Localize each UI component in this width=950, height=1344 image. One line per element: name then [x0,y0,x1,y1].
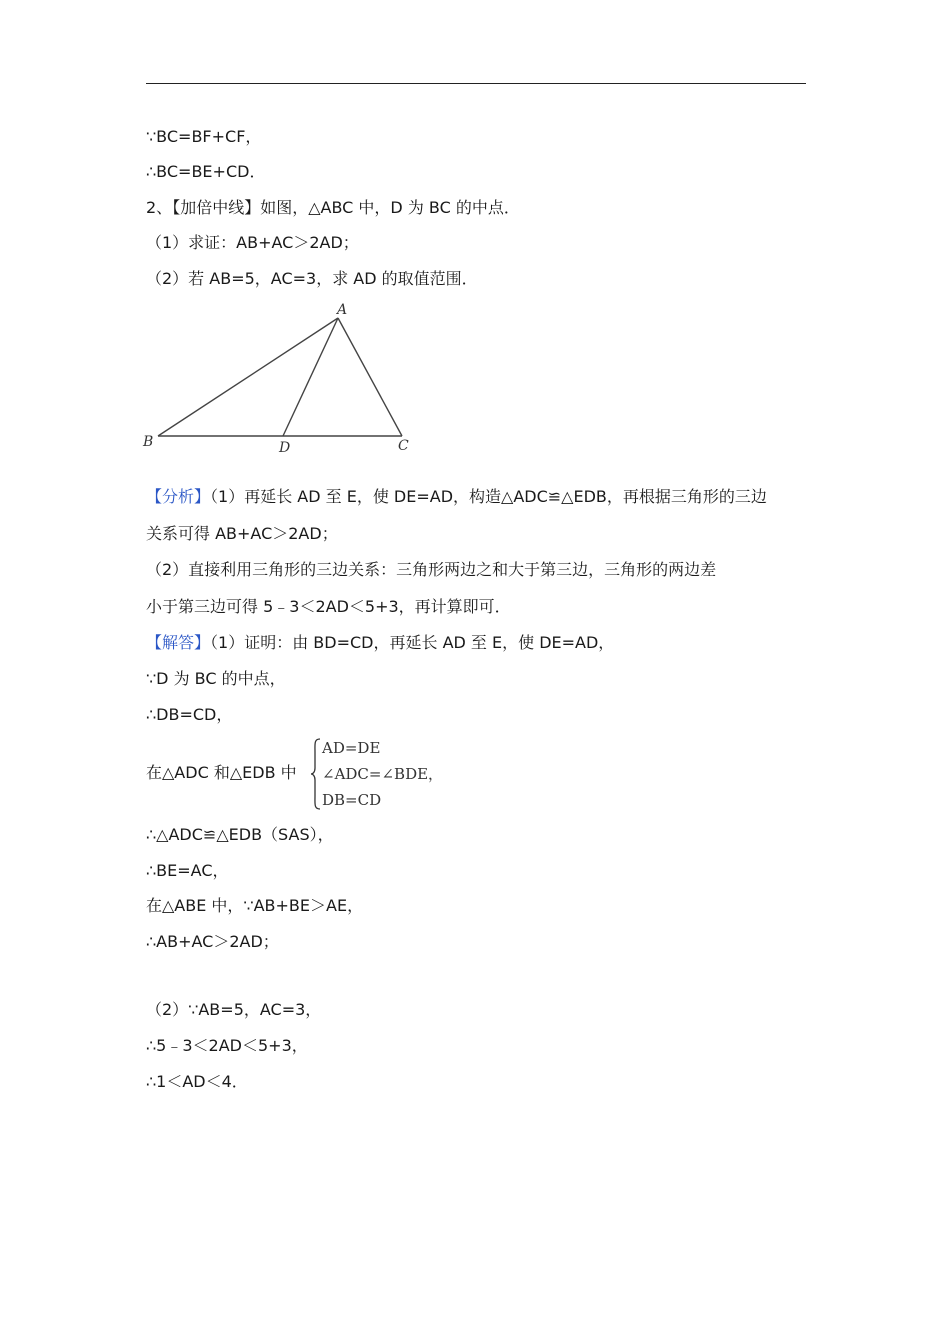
label-b: B [143,434,154,450]
congruence-system [146,736,466,812]
analysis-line-4: 小于第三边可得 5﹣3＜2AD＜5+3，再计算即可． [146,597,511,616]
system-row-3: DB=CD [322,791,382,809]
question-part-1: （1）求证：AB+AC＞2AD； [146,233,359,252]
question-number: 2、 [146,198,173,217]
text-line: ∵BC=BF+CF， [146,127,262,146]
text-line: ∴BC=BE+CD． [146,162,266,181]
question-text: 如图，△ABC 中，D 为 BC 的中点． [260,198,520,217]
system-row-1: AD=DE [322,739,381,757]
solution-line-11: ∴1＜AD＜4． [146,1072,248,1091]
solution-tag: 【解答】 [146,633,211,652]
solution-line-1: 【解答】（1）证明：由 BD=CD，再延长 AD 至 E，使 DE=AD， [146,633,615,652]
solution-line-10: ∴5﹣3＜2AD＜5+3， [146,1036,308,1055]
left-brace-icon [310,738,322,810]
solution-line-7: 在△ABE 中，∵AB+BE＞AE， [146,896,364,915]
solution-line-5: ∴△ADC≌△EDB（SAS）， [146,825,334,844]
analysis-line-2: 关系可得 AB+AC＞2AD； [146,524,338,543]
label-d: D [279,440,291,456]
system-lead: 在△ADC 和△EDB 中 [146,763,297,782]
solution-line-6: ∴BE=AC， [146,861,229,880]
solution-line-2: ∵D 为 BC 的中点， [146,669,286,688]
triangle-figure [140,298,430,458]
analysis-line-1: 【分析】（1）再延长 AD 至 E，使 DE=AD，构造△ADC≌△EDB，再根据三角形的三边 [146,487,767,506]
question-tag: 【加倍中线】 [172,198,261,217]
label-c: C [398,438,409,454]
solution-line-9: （2）∵AB=5，AC=3， [146,1000,322,1019]
side-ac [338,318,402,436]
solution-line-8: ∴AB+AC＞2AD； [146,932,279,951]
system-row-2: ∠ADC=∠BDE， [322,765,444,783]
label-a: A [337,302,348,318]
analysis-tag: 【分析】 [146,487,211,506]
header-rule [146,83,806,84]
question-title [146,197,520,219]
solution-line-3: ∴DB=CD， [146,705,233,724]
question-part-2: （2）若 AB=5，AC=3，求 AD 的取值范围． [146,269,478,288]
analysis-line-3: （2）直接利用三角形的三边关系：三角形两边之和大于第三边，三角形的两边差 [146,560,717,579]
